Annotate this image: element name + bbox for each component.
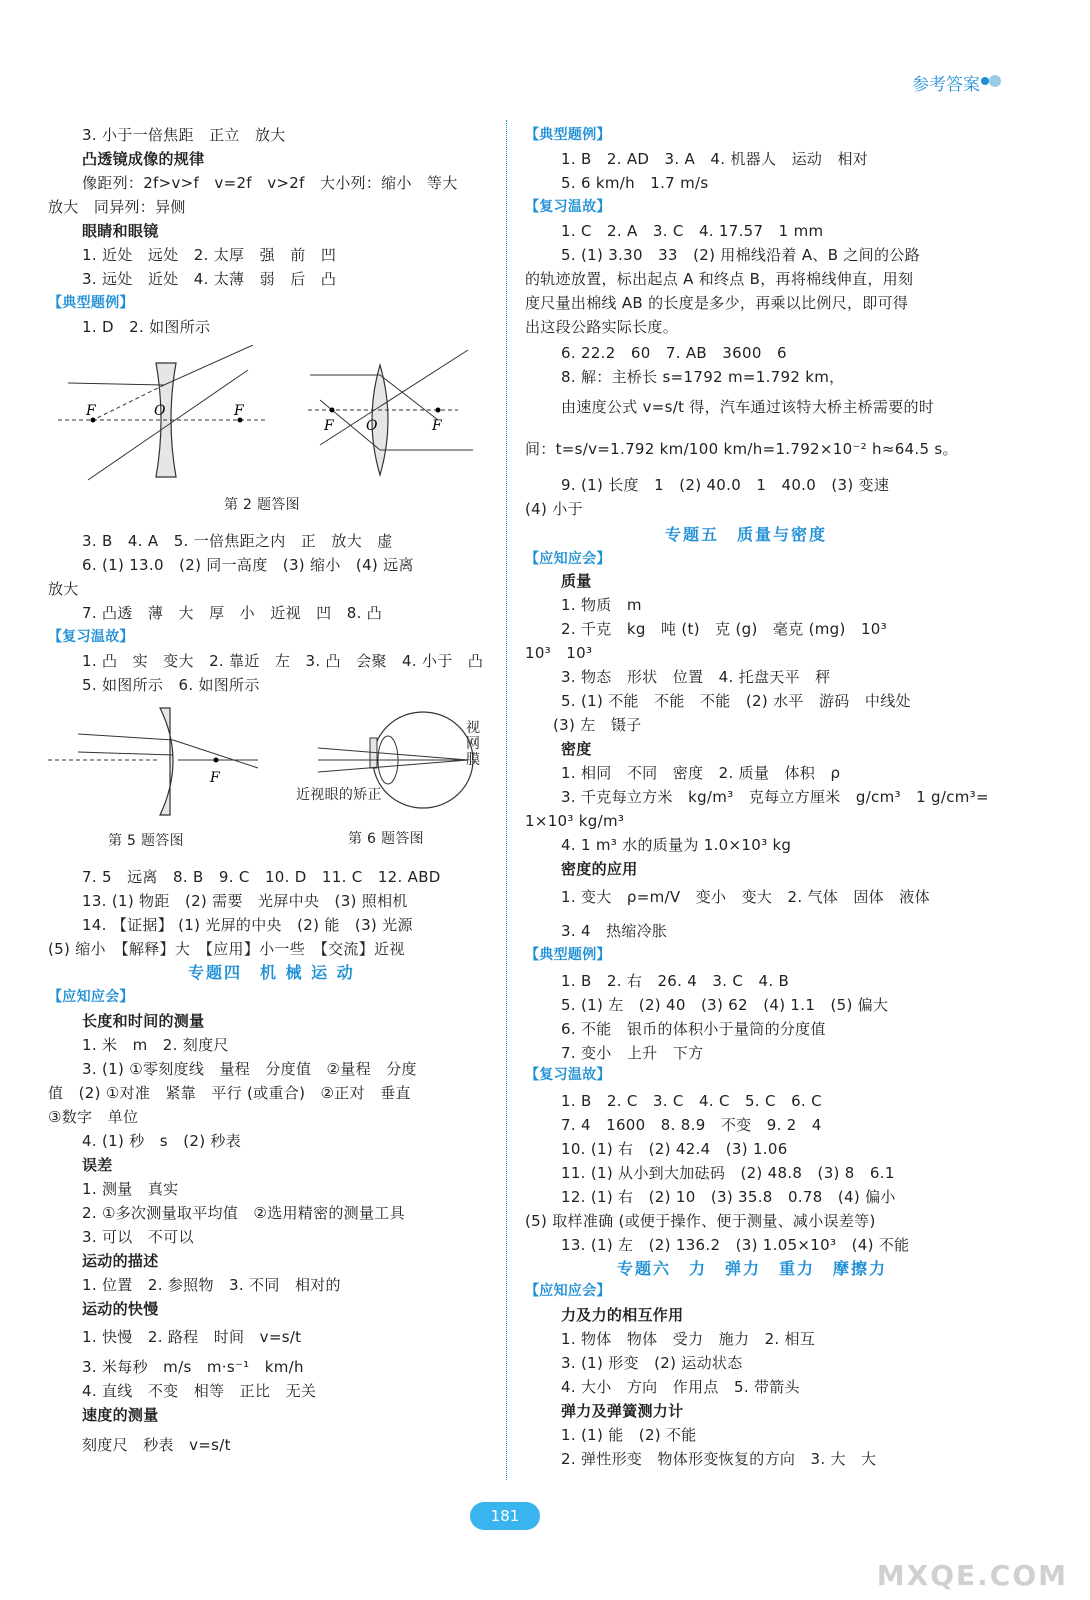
section-tag: 【应知应会】 bbox=[525, 1283, 611, 1299]
answer-line: ③数字 单位 bbox=[48, 1108, 139, 1126]
section-tag: 【应知应会】 bbox=[525, 551, 611, 567]
topic-heading: 专题四 机 械 运 动 bbox=[188, 963, 355, 982]
answer-line: 1. 凸 实 变大 2. 靠近 左 3. 凸 会聚 4. 小于 凸 bbox=[82, 652, 484, 670]
section-heading: 密度 bbox=[561, 740, 592, 758]
figure-caption: 第 5 题答图 bbox=[108, 833, 184, 849]
answer-line: 3. B 4. A 5. 一倍焦距之内 正 放大 虚 bbox=[82, 532, 393, 550]
section-heading: 质量 bbox=[561, 572, 592, 590]
retina-label: 视网膜 bbox=[466, 720, 481, 768]
answer-line: 6. (1) 13.0 (2) 同一高度 (3) 缩小 (4) 远离 bbox=[82, 556, 414, 574]
answer-line: 放大 同异列：异侧 bbox=[48, 198, 186, 216]
section-heading: 运动的描述 bbox=[82, 1252, 159, 1270]
answer-line: 的轨迹放置，标出起点 A 和终点 B，再将棉线伸直，用刻 bbox=[525, 270, 914, 288]
answer-line: (4) 小于 bbox=[525, 500, 583, 518]
answer-line: 11. (1) 从小到大加砝码 (2) 48.8 (3) 8 6.1 bbox=[561, 1164, 895, 1182]
answer-line: 10. (1) 右 (2) 42.4 (3) 1.06 bbox=[561, 1140, 788, 1158]
svg-text:F: F bbox=[324, 418, 334, 434]
svg-text:F: F bbox=[432, 418, 442, 434]
section-tag: 【复习温故】 bbox=[525, 1067, 611, 1083]
section-heading: 密度的应用 bbox=[561, 860, 638, 878]
svg-text:F: F bbox=[86, 403, 96, 419]
figure-inner-caption: 近视眼的矫正 bbox=[296, 787, 382, 803]
answer-line: 3. 4 热缩冷胀 bbox=[561, 922, 668, 940]
section-tag: 【典型题例】 bbox=[48, 295, 134, 311]
answer-line: (5) 取样准确 (或便于操作、便于测量、减小误差等) bbox=[525, 1212, 876, 1230]
answer-line: 6. 不能 银币的体积小于量筒的分度值 bbox=[561, 1020, 826, 1038]
svg-text:F: F bbox=[210, 770, 220, 786]
answer-line: 1. 近处 远处 2. 太厚 强 前 凹 bbox=[82, 246, 337, 264]
answer-line: 1. 物体 物体 受力 施力 2. 相互 bbox=[561, 1330, 816, 1348]
answer-line: 3. 千克每立方米 kg/m³ 克每立方厘米 g/cm³ 1 g/cm³= bbox=[561, 788, 989, 806]
answer-line: 放大 bbox=[48, 580, 79, 598]
answer-line: 4. 1 m³ 水的质量为 1.0×10³ kg bbox=[561, 836, 792, 854]
answer-line: 1. B 2. AD 3. A 4. 机器人 运动 相对 bbox=[561, 150, 869, 168]
answer-line: (5) 缩小 【解释】大 【应用】小一些 【交流】近视 bbox=[48, 940, 405, 958]
answer-line: 5. (1) 左 (2) 40 (3) 62 (4) 1.1 (5) 偏大 bbox=[561, 996, 889, 1014]
answer-line: 度尺量出棉线 AB 的长度是多少，再乘以比例尺，即可得 bbox=[525, 294, 909, 312]
answer-line: 3. (1) ①零刻度线 量程 分度值 ②量程 分度 bbox=[82, 1060, 417, 1078]
answer-line: 5. (1) 不能 不能 不能 (2) 水平 游码 中线处 bbox=[561, 692, 911, 710]
figure-5-6-diagrams bbox=[48, 700, 488, 820]
svg-text:F: F bbox=[234, 403, 244, 419]
section-tag: 【应知应会】 bbox=[48, 989, 134, 1005]
answer-line: 1. B 2. C 3. C 4. C 5. C 6. C bbox=[561, 1092, 822, 1110]
answer-line: 10³ 10³ bbox=[525, 644, 593, 662]
answer-line: 像距列：2f>v>f v=2f v>2f 大小列：缩小 等大 bbox=[82, 174, 458, 192]
header-decoration-icon bbox=[980, 74, 1004, 88]
section-tag: 【典型题例】 bbox=[525, 127, 611, 143]
svg-text:O: O bbox=[154, 403, 166, 419]
answer-line: 4. (1) 秒 s (2) 秒表 bbox=[82, 1132, 242, 1150]
figure-caption: 第 2 题答图 bbox=[224, 497, 300, 513]
answer-line: 13. (1) 物距 (2) 需要 光屏中央 (3) 照相机 bbox=[82, 892, 408, 910]
section-tag: 【复习温故】 bbox=[48, 629, 134, 645]
answer-line: 6. 22.2 60 7. AB 3600 6 bbox=[561, 344, 787, 362]
answer-line: 7. 变小 上升 下方 bbox=[561, 1044, 704, 1062]
column-divider bbox=[506, 120, 507, 1480]
section-heading: 凸透镜成像的规律 bbox=[82, 150, 205, 168]
answer-line: 3. 远处 近处 4. 太薄 弱 后 凸 bbox=[82, 270, 337, 288]
answer-line: 7. 4 1600 8. 8.9 不变 9. 2 4 bbox=[561, 1116, 822, 1134]
answer-line: 间：t=s/v=1.792 km/100 km/h=1.792×10⁻² h≈64.5 s。 bbox=[525, 440, 958, 458]
answer-line: 2. 弹性形变 物体形变恢复的方向 3. 大 大 bbox=[561, 1450, 877, 1468]
answer-line: (3) 左 镊子 bbox=[553, 716, 642, 734]
answer-line: 1. 快慢 2. 路程 时间 v=s/t bbox=[82, 1328, 302, 1346]
section-heading: 力及力的相互作用 bbox=[561, 1306, 684, 1324]
section-heading: 运动的快慢 bbox=[82, 1300, 159, 1318]
answer-line: 1. 米 m 2. 刻度尺 bbox=[82, 1036, 229, 1054]
section-heading: 弹力及弹簧测力计 bbox=[561, 1402, 684, 1420]
answer-line: 4. 大小 方向 作用点 5. 带箭头 bbox=[561, 1378, 800, 1396]
answer-line: 5. (1) 3.30 33 (2) 用棉线沿着 A、B 之间的公路 bbox=[561, 246, 920, 264]
answer-line: 1. (1) 能 (2) 不能 bbox=[561, 1426, 697, 1444]
header-label: 参考答案 bbox=[912, 75, 980, 95]
answer-line: 8. 解：主桥长 s=1792 m=1.792 km， bbox=[561, 368, 845, 386]
section-heading: 误差 bbox=[82, 1156, 113, 1174]
figure-caption: 第 6 题答图 bbox=[348, 831, 424, 847]
answer-line: 3. 米每秒 m/s m·s⁻¹ km/h bbox=[82, 1358, 304, 1376]
answer-line: 1. B 2. 右 26. 4 3. C 4. B bbox=[561, 972, 790, 990]
answer-line: 1. D 2. 如图所示 bbox=[82, 318, 211, 336]
answer-line: 值 (2) ①对准 紧靠 平行 (或重合) ②正对 垂直 bbox=[48, 1084, 411, 1102]
answer-line: 3. (1) 形变 (2) 运动状态 bbox=[561, 1354, 743, 1372]
figure-2-lens-diagrams bbox=[58, 345, 488, 495]
answer-line: 7. 凸透 薄 大 厚 小 近视 凹 8. 凸 bbox=[82, 604, 383, 622]
section-tag: 【复习温故】 bbox=[525, 199, 611, 215]
answer-line: 9. (1) 长度 1 (2) 40.0 1 40.0 (3) 变速 bbox=[561, 476, 890, 494]
answer-line: 5. 如图所示 6. 如图所示 bbox=[82, 676, 260, 694]
answer-line: 1. 测量 真实 bbox=[82, 1180, 179, 1198]
topic-heading: 专题六 力 弹力 重力 摩擦力 bbox=[617, 1259, 888, 1278]
answer-line: 3. 可以 不可以 bbox=[82, 1228, 194, 1246]
section-heading: 速度的测量 bbox=[82, 1406, 159, 1424]
answer-line: 3. 物态 形状 位置 4. 托盘天平 秤 bbox=[561, 668, 831, 686]
answer-line: 4. 直线 不变 相等 正比 无关 bbox=[82, 1382, 317, 1400]
answer-line: 出这段公路实际长度。 bbox=[525, 318, 679, 336]
answer-line: 2. 千克 kg 吨 (t) 克 (g) 毫克 (mg) 10³ bbox=[561, 620, 887, 638]
section-heading: 眼睛和眼镜 bbox=[82, 222, 159, 240]
section-heading: 长度和时间的测量 bbox=[82, 1012, 205, 1030]
answer-line: 7. 5 远离 8. B 9. C 10. D 11. C 12. ABD bbox=[82, 868, 441, 886]
answer-line: 1. 变大 ρ=m/V 变小 变大 2. 气体 固体 液体 bbox=[561, 888, 930, 906]
answer-line: 刻度尺 秒表 v=s/t bbox=[82, 1436, 231, 1454]
answer-line: 12. (1) 右 (2) 10 (3) 35.8 0.78 (4) 偏小 bbox=[561, 1188, 896, 1206]
page-number: 181 bbox=[470, 1502, 540, 1530]
answer-line: 1. 相同 不同 密度 2. 质量 体积 ρ bbox=[561, 764, 841, 782]
svg-text:O: O bbox=[366, 418, 378, 434]
answer-line: 1×10³ kg/m³ bbox=[525, 812, 625, 830]
answer-line: 1. C 2. A 3. C 4. 17.57 1 mm bbox=[561, 222, 824, 240]
answer-line: 1. 位置 2. 参照物 3. 不同 相对的 bbox=[82, 1276, 341, 1294]
answer-line: 5. 6 km/h 1.7 m/s bbox=[561, 174, 709, 192]
topic-heading: 专题五 质量与密度 bbox=[665, 525, 828, 544]
section-tag: 【典型题例】 bbox=[525, 947, 611, 963]
answer-line: 3. 小于一倍焦距 正立 放大 bbox=[82, 126, 286, 144]
answer-line: 1. 物质 m bbox=[561, 596, 642, 614]
answer-line: 13. (1) 左 (2) 136.2 (3) 1.05×10³ (4) 不能 bbox=[561, 1236, 910, 1254]
answer-line: 由速度公式 v=s/t 得，汽车通过该特大桥主桥需要的时 bbox=[561, 398, 935, 416]
answer-line: 14. 【证据】 (1) 光屏的中央 (2) 能 (3) 光源 bbox=[82, 916, 413, 934]
watermark: MXQE.COM bbox=[876, 1559, 1068, 1592]
answer-line: 2. ①多次测量取平均值 ②选用精密的测量工具 bbox=[82, 1204, 405, 1222]
